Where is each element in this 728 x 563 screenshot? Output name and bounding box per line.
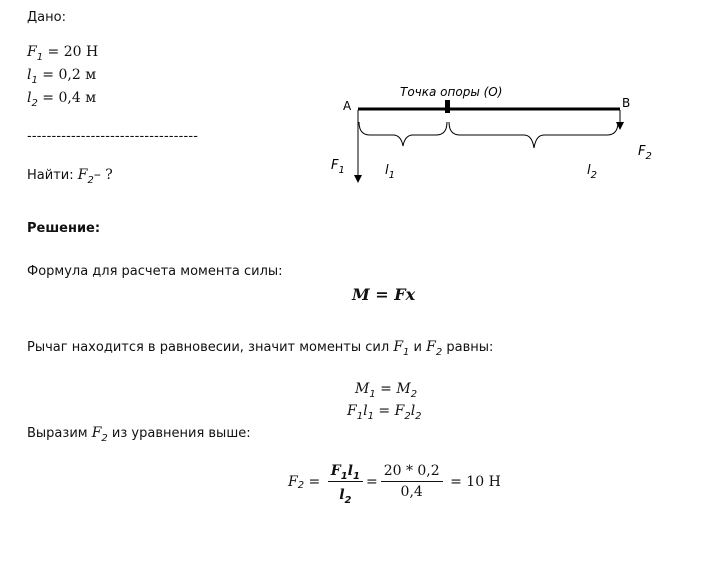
equation-force-length bbox=[347, 400, 422, 422]
equilibrium-text-2: равны: bbox=[442, 340, 494, 355]
eq1-m1-symbol: M bbox=[355, 381, 370, 397]
equilibrium-sentence bbox=[27, 336, 494, 358]
eq-f1-subscript: 1 bbox=[403, 347, 410, 358]
final-equals-1: = bbox=[304, 473, 325, 490]
num-f1-subscript: 1 bbox=[340, 471, 348, 482]
eq2-f1-subscript: 1 bbox=[356, 411, 364, 422]
numeric-fraction bbox=[381, 463, 443, 500]
final-equation bbox=[288, 460, 501, 506]
express-sentence bbox=[27, 422, 251, 444]
eq1-m1-subscript: 1 bbox=[369, 389, 376, 400]
fulcrum-marker bbox=[445, 100, 450, 113]
eq2-f2-symbol: F bbox=[394, 403, 405, 419]
diagram-l1-label: $l_1$ bbox=[385, 163, 395, 181]
l1-subscript: 1 bbox=[31, 75, 38, 86]
num-l1-symbol: l bbox=[347, 463, 353, 479]
express-text-1: Выразим bbox=[27, 426, 92, 441]
diagram-f1-label: $F_1$ bbox=[331, 158, 345, 176]
eq1-equals: = bbox=[375, 381, 397, 397]
l2-subscript: 2 bbox=[31, 98, 38, 109]
symbolic-numerator bbox=[328, 460, 363, 482]
eq2-l1-subscript: 1 bbox=[367, 411, 374, 422]
eq1-m2-symbol: M bbox=[396, 381, 411, 397]
eq-f2-symbol: F bbox=[426, 339, 436, 355]
eq2-f2-subscript: 2 bbox=[404, 411, 411, 422]
l2-symbol: l bbox=[27, 90, 32, 106]
find-symbol: F bbox=[77, 167, 88, 183]
equation-moments bbox=[355, 378, 418, 400]
eq-f2-subscript: 2 bbox=[435, 347, 443, 358]
brace-l2 bbox=[449, 122, 618, 148]
numeric-numerator: 20 * 0,2 bbox=[381, 463, 443, 482]
point-a-label: A bbox=[343, 99, 352, 113]
f1-value: = 20 Н bbox=[43, 44, 99, 60]
eq2-equals: = bbox=[373, 403, 395, 419]
point-b-label: B bbox=[622, 96, 631, 110]
fulcrum-label: Точка опоры (О) bbox=[400, 85, 503, 99]
symbolic-denominator bbox=[336, 482, 354, 506]
eq2-l2-subscript: 2 bbox=[415, 411, 422, 422]
final-f2-symbol: F bbox=[288, 473, 298, 490]
lever-diagram bbox=[0, 0, 728, 200]
numeric-denominator: 0,4 bbox=[400, 484, 423, 500]
eq-f1-symbol: F bbox=[393, 339, 404, 355]
l2-value: = 0,4 м bbox=[37, 90, 97, 106]
express-f2-subscript: 2 bbox=[101, 433, 108, 444]
force-f1-arrow bbox=[354, 110, 362, 183]
equilibrium-text-1: Рычаг находится в равновесии, значит моменты сил bbox=[27, 340, 394, 355]
express-text-2: из уравнения выше: bbox=[107, 426, 251, 441]
final-result: = 10 Н bbox=[445, 473, 501, 490]
den-l2-subscript: 2 bbox=[344, 495, 352, 506]
moment-formula: M = Fx bbox=[352, 285, 416, 304]
separator-line: ----------------------------------- bbox=[27, 129, 199, 144]
given-heading: Дано: bbox=[27, 10, 66, 25]
symbolic-fraction bbox=[328, 460, 363, 506]
l1-symbol: l bbox=[27, 67, 32, 83]
final-f2-subscript: 2 bbox=[297, 480, 305, 491]
diagram-f2-label: $F_2$ bbox=[638, 144, 652, 162]
final-equals-2: = bbox=[365, 473, 378, 490]
eq1-m2-subscript: 2 bbox=[410, 389, 418, 400]
num-f1-symbol: F bbox=[330, 463, 341, 479]
num-l1-subscript: 1 bbox=[352, 471, 360, 482]
eq2-l1-symbol: l bbox=[363, 403, 368, 419]
solution-heading: Решение: bbox=[27, 221, 101, 236]
diagram-l2-label: $l_2$ bbox=[587, 163, 597, 181]
f1-symbol: F bbox=[27, 44, 37, 60]
equilibrium-and: и bbox=[409, 340, 427, 355]
find-subscript: 2 bbox=[87, 175, 94, 186]
den-l2-symbol: l bbox=[339, 487, 345, 503]
express-f2-symbol: F bbox=[91, 425, 102, 441]
eq2-l2-symbol: l bbox=[410, 403, 416, 419]
find-label: Найти: bbox=[27, 168, 78, 183]
f1-subscript: 1 bbox=[36, 52, 44, 63]
formula-intro: Формула для расчета момента силы: bbox=[27, 264, 283, 279]
brace-l1 bbox=[359, 122, 447, 146]
find-rest: – ? bbox=[93, 167, 113, 183]
eq2-f1-symbol: F bbox=[347, 403, 357, 419]
l1-value: = 0,2 м bbox=[37, 67, 97, 83]
